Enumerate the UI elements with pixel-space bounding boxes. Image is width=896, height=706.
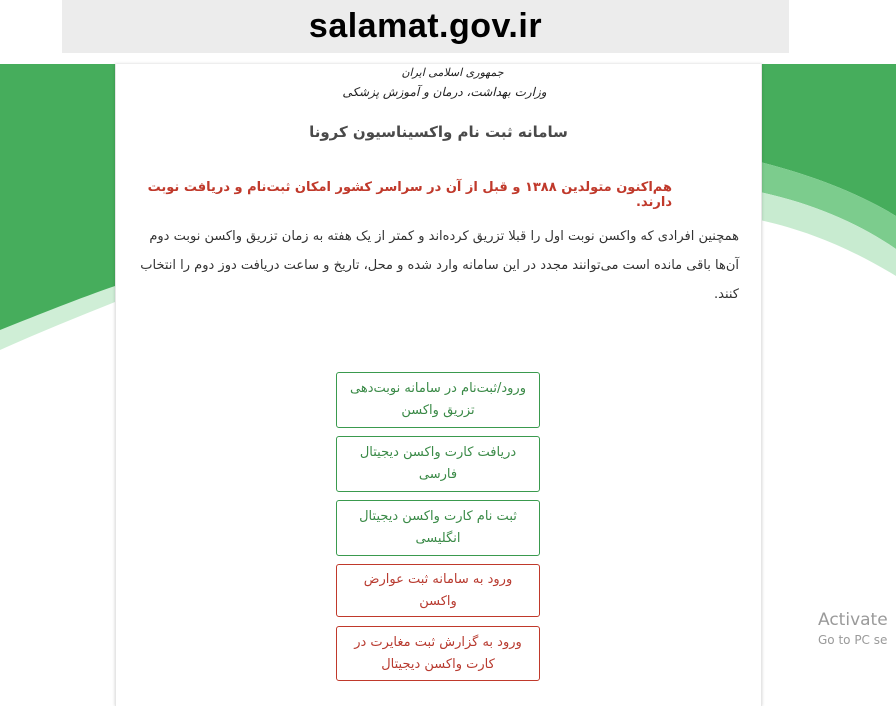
discrepancy-report-button[interactable]: ورود به گزارش ثبت مغایرت در کارت واکسن دیجیتال: [336, 626, 540, 681]
watermark-line-1: Activate: [818, 610, 888, 630]
side-effects-button[interactable]: ورود به سامانه ثبت عوارض واکسن: [336, 564, 540, 617]
digital-card-farsi-button[interactable]: دریافت کارت واکسن دیجیتال فارسی: [336, 436, 540, 492]
emblem-line-1: جمهوری اسلامی ایران: [401, 66, 504, 79]
activation-watermark: [818, 610, 888, 647]
emblem-line-2: وزارت بهداشت، درمان و آموزش پزشکی: [342, 85, 547, 99]
main-card: [115, 64, 762, 706]
digital-card-english-button[interactable]: ثبت نام کارت واکسن دیجیتال انگلیسی: [336, 500, 540, 556]
watermark-line-2: Go to PC se: [818, 633, 888, 647]
second-dose-info: همچنین افرادی که واکسن نوبت اول را قبلا تزریق کرده‌اند و کمتر از یک هفته به زمان تزریق واکسن نوبت دوم آن‌ها باقی مانده است می‌توانند مجدد در این سامانه وارد شده و محل، تاریخ و ساعت دریافت دوز دوم را انتخاب کنند.: [140, 229, 739, 302]
wave-left-dark: [0, 64, 115, 330]
page-title: سامانه ثبت نام واکسیناسیون کرونا: [309, 123, 568, 141]
site-url-text: salamat.gov.ir: [308, 7, 543, 45]
url-banner: [62, 0, 789, 53]
login-register-button[interactable]: ورود/ثبت‌نام در سامانه نوبت‌دهی تزریق واکسن: [336, 372, 540, 428]
ministry-emblem: [116, 66, 761, 99]
eligibility-notice: هم‌اکنون متولدین ۱۳۸۸ و قبل از آن در سراسر کشور امکان ثبت‌نام و دریافت نوبت دارند.: [147, 180, 672, 210]
